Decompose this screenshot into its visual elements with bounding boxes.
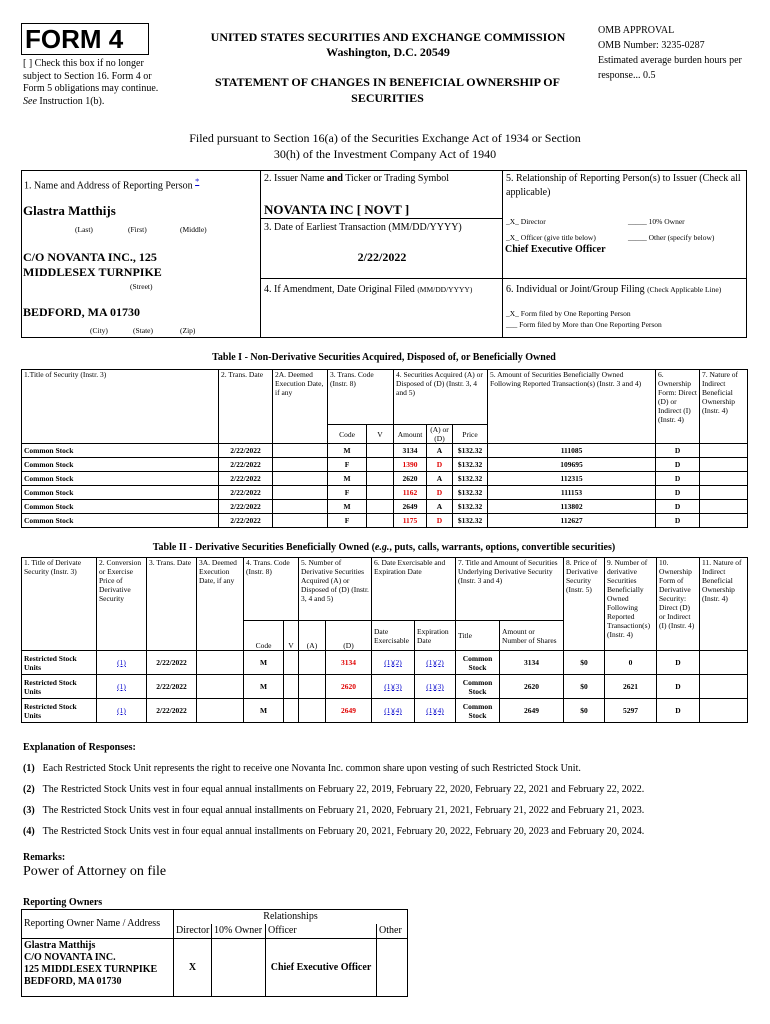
- a-cell: [299, 651, 326, 675]
- check-box-note[interactable]: [ ] Check this box if no longer subject to Section 16. Form 4 or Form 5 obligations may continue. See Instruction 1(b).: [23, 58, 159, 107]
- amount: 3134: [394, 444, 427, 458]
- deemed-date: [273, 444, 328, 458]
- ownership-form: D: [656, 486, 700, 500]
- nature-indirect: [700, 699, 748, 723]
- nature-indirect: [700, 444, 748, 458]
- divider-4: [261, 278, 747, 279]
- table1-row: [22, 472, 748, 486]
- acq-disp: D: [427, 486, 453, 500]
- officer-title-cell: Chief Executive Officer: [266, 939, 377, 997]
- deemed-date: [197, 675, 244, 699]
- exp-date-link[interactable]: (1)(4): [415, 699, 456, 723]
- state-label: (State): [133, 326, 153, 335]
- middle-label: (Middle): [180, 225, 207, 234]
- table2: [21, 557, 748, 723]
- box1-label: 1. Name and Address of Reporting Person *: [24, 177, 200, 192]
- date-exer-link[interactable]: (1)(4): [372, 699, 415, 723]
- box4-label: 4. If Amendment, Date Original Filed (MM/DD/YYYY): [264, 284, 473, 295]
- reporting-person-name: Glastra Matthijs: [23, 203, 116, 218]
- divider-3: [261, 218, 503, 219]
- ownership-form: D: [656, 500, 700, 514]
- nature-indirect: [700, 472, 748, 486]
- trans-code: M: [244, 675, 284, 699]
- more-persons-check[interactable]: ___ Form filed by More than One Reporting Person: [506, 320, 662, 329]
- footnote-number: (4): [23, 826, 35, 837]
- d-amount: 2620: [326, 675, 372, 699]
- t1-h4: 4. Securities Acquired (A) or Disposed of (D) (Instr. 3, 4 and 5): [394, 370, 488, 425]
- trans-code: M: [244, 699, 284, 723]
- explanation-notes: [23, 762, 747, 846]
- t1-h5: 5. Amount of Securities Beneficially Owned Following Reported Transaction(s) (Instr. 3 and 4): [488, 370, 656, 444]
- deriv-security: Restricted Stock Units: [22, 651, 97, 675]
- t2-h3a: 3A. Deemed Execution Date, if any: [197, 558, 244, 651]
- t1-v-h: V: [367, 425, 394, 444]
- nature-indirect: [700, 500, 748, 514]
- t1-code-h: Code: [328, 425, 367, 444]
- table2-row: [22, 699, 748, 723]
- d-amount: 3134: [326, 651, 372, 675]
- one-person-check[interactable]: _X_ Form filed by One Reporting Person: [506, 309, 631, 318]
- trans-code: M: [328, 472, 367, 486]
- trans-code: F: [328, 486, 367, 500]
- table2-row: [22, 675, 748, 699]
- underlying-shares: 3134: [500, 651, 564, 675]
- conv-price-link[interactable]: (1): [97, 675, 147, 699]
- t2-code-h: Code: [244, 621, 284, 651]
- table1-row: [22, 500, 748, 514]
- trans-code: F: [328, 458, 367, 472]
- deriv-price: $0: [564, 675, 605, 699]
- trans-date: 2/22/2022: [147, 699, 197, 723]
- officer-h: Officer: [266, 924, 377, 939]
- acq-disp: D: [427, 458, 453, 472]
- t2-d-h: (D): [326, 621, 372, 651]
- v-cell: [284, 675, 299, 699]
- street-label: (Street): [130, 282, 153, 291]
- sec-location: Washington, D.C. 20549: [326, 45, 450, 59]
- trans-code: M: [328, 500, 367, 514]
- ownership-form: D: [656, 458, 700, 472]
- director-mark: X: [174, 939, 212, 997]
- underlying-shares: 2620: [500, 675, 564, 699]
- issuer-name: NOVANTA INC [ NOVT ]: [264, 202, 410, 217]
- ten-owner-h: 10% Owner: [212, 924, 266, 939]
- trans-date: 2/22/2022: [219, 486, 273, 500]
- footnote: [23, 762, 747, 783]
- nature-indirect: [700, 514, 748, 528]
- trans-date: 2/22/2022: [219, 514, 273, 528]
- omb-burden: Estimated average burden hours per response... 0.5: [598, 55, 742, 81]
- table2-title: Table II - Derivative Securities Beneficially Owned (e.g., puts, calls, warrants, options, convertible securities): [152, 542, 616, 553]
- first-label: (First): [128, 225, 147, 234]
- v-cell: [367, 514, 394, 528]
- remarks-text: Power of Attorney on file: [23, 864, 167, 879]
- t2-h9: 9. Number of derivative Securities Beneficially Owned Following Reported Transaction(s) (Instr. 4): [605, 558, 657, 651]
- t2-h1: 1. Title of Derivate Security (Instr. 3): [22, 558, 97, 651]
- owners-title: Reporting Owners: [23, 897, 103, 908]
- officer-title: Chief Executive Officer: [505, 244, 606, 255]
- a-cell: [299, 675, 326, 699]
- owner-name-cell: Glastra Matthijs C/O NOVANTA INC. 125 MIDDLESEX TURNPIKE BEDFORD, MA 01730: [22, 939, 174, 997]
- deriv-security: Restricted Stock Units: [22, 699, 97, 723]
- t2-h7: 7. Title and Amount of Securities Underlying Derivative Security (Instr. 3 and 4): [456, 558, 564, 621]
- t2-h10: 10. Ownership Form of Derivative Security: Direct (D) or Indirect (I) (Instr. 4): [657, 558, 700, 651]
- v-cell: [367, 500, 394, 514]
- deriv-price: $0: [564, 699, 605, 723]
- t1-h2: 2. Trans. Date: [219, 370, 273, 444]
- trans-code: F: [328, 514, 367, 528]
- acq-disp: D: [427, 514, 453, 528]
- table2-row: [22, 651, 748, 675]
- ten-pct-check[interactable]: _____ 10% Owner: [628, 217, 685, 226]
- deriv-price: $0: [564, 651, 605, 675]
- footnote-text: Each Restricted Stock Unit represents the right to receive one Novanta Inc. common share upon vesting of such Restricted Stock Unit.: [42, 763, 581, 774]
- exp-date-link[interactable]: (1)(2): [415, 651, 456, 675]
- city-label: (City): [90, 326, 108, 335]
- t2-v-h: V: [284, 621, 299, 651]
- exp-date-link[interactable]: (1)(3): [415, 675, 456, 699]
- v-cell: [284, 651, 299, 675]
- footnote: [23, 783, 747, 804]
- nature-indirect: [700, 651, 748, 675]
- ownership-form: D: [656, 472, 700, 486]
- footnote-text: The Restricted Stock Units vest in four equal annual installments on February 22, 2019, February 22, 2020, February 22, 2021 and February 22, 2022.: [42, 784, 645, 795]
- owned-following: 112627: [488, 514, 656, 528]
- a-cell: [299, 699, 326, 723]
- price: $132.32: [453, 500, 488, 514]
- price: $132.32: [453, 472, 488, 486]
- amount: 1175: [394, 514, 427, 528]
- t1-h3: 3. Trans. Code (Instr. 8): [328, 370, 394, 425]
- t2-h5: 5. Number of Derivative Securities Acquired (A) or Disposed of (D) (Instr. 3, 4 and 5): [299, 558, 372, 621]
- form-title: FORM 4: [25, 24, 124, 54]
- t2-exp-h: Expiration Date: [415, 621, 456, 651]
- owned-following: 109695: [488, 458, 656, 472]
- trans-code: M: [328, 444, 367, 458]
- deriv-owned: 2621: [605, 675, 657, 699]
- table1-row: [22, 486, 748, 500]
- t2-h2: 2. Conversion or Exercise Price of Derivative Security: [97, 558, 147, 651]
- table1-row: [22, 458, 748, 472]
- underlying-shares: 2649: [500, 699, 564, 723]
- nature-indirect: [700, 458, 748, 472]
- deemed-date: [273, 472, 328, 486]
- security-title: Common Stock: [22, 472, 219, 486]
- box2-label: 2. Issuer Name and Ticker or Trading Symbol: [264, 173, 450, 184]
- remarks-title: Remarks:: [23, 852, 66, 863]
- conv-price-link[interactable]: (1): [97, 699, 147, 723]
- omb-approval: OMB APPROVAL: [598, 25, 675, 36]
- ten-owner-cell: [212, 939, 266, 997]
- t2-h3: 3. Trans. Date: [147, 558, 197, 651]
- trans-date: 2/22/2022: [219, 472, 273, 486]
- box6-label: 6. Individual or Joint/Group Filing (Check Applicable Line): [506, 284, 722, 295]
- other-cell: [377, 939, 408, 997]
- t1-h1: 1.Title of Security (Instr. 3): [22, 370, 219, 444]
- footnote-text: The Restricted Stock Units vest in four equal annual installments on February 21, 2020, February 21, 2021, February 21, 2022 and February 21, 2023.: [42, 805, 645, 816]
- box3-label: 3. Date of Earliest Transaction (MM/DD/YYYY): [264, 222, 462, 233]
- v-cell: [367, 472, 394, 486]
- t1-h6: 6. Ownership Form: Direct (D) or Indirect (I) (Instr. 4): [656, 370, 700, 444]
- trans-code: M: [244, 651, 284, 675]
- owner-name-h: Reporting Owner Name / Address: [22, 910, 174, 939]
- filed-pursuant: Filed pursuant to Section 16(a) of the Securities Exchange Act of 1934 or Section 30(h) of the Investment Company Act of 1940: [189, 131, 581, 161]
- t1-h2a: 2A. Deemed Execution Date, if any: [273, 370, 328, 444]
- other-check[interactable]: _____ Other (specify below): [628, 233, 715, 242]
- statement-title: STATEMENT OF CHANGES IN BENEFICIAL OWNERSHIP OF SECURITIES: [215, 75, 560, 105]
- owned-following: 112315: [488, 472, 656, 486]
- t1-amount-h: Amount: [394, 425, 427, 444]
- deriv-form: D: [657, 675, 700, 699]
- v-cell: [367, 486, 394, 500]
- t2-exer-h: Date Exercisable: [372, 621, 415, 651]
- form-title-box: [21, 23, 149, 55]
- footnote: [23, 804, 747, 825]
- officer-check[interactable]: _X_ Officer (give title below): [506, 233, 596, 242]
- t2-h11: 11. Nature of Indirect Beneficial Ownership (Instr. 4): [700, 558, 748, 651]
- zip-label: (Zip): [180, 326, 196, 335]
- trans-date: 2/22/2022: [147, 675, 197, 699]
- amount: 2649: [394, 500, 427, 514]
- deemed-date: [197, 651, 244, 675]
- v-cell: [284, 699, 299, 723]
- sec-title: UNITED STATES SECURITIES AND EXCHANGE COMMISSION: [210, 30, 566, 44]
- owned-following: 113802: [488, 500, 656, 514]
- deemed-date: [197, 699, 244, 723]
- t2-title-h: Title: [456, 621, 500, 651]
- footnote: [23, 825, 747, 846]
- footnote-number: (1): [23, 763, 35, 774]
- amount: 1162: [394, 486, 427, 500]
- price: $132.32: [453, 444, 488, 458]
- underlying-title: Common Stock: [456, 651, 500, 675]
- t2-h6: 6. Date Exercisable and Expiration Date: [372, 558, 456, 621]
- box5-label: 5. Relationship of Reporting Person(s) to Issuer (Check all applicable): [506, 173, 741, 198]
- t2-a-h: (A): [299, 621, 326, 651]
- trans-date: 2/22/2022: [219, 458, 273, 472]
- explanation-title: Explanation of Responses:: [23, 742, 136, 753]
- footnote-text: The Restricted Stock Units vest in four equal annual installments on February 20, 2021, February 20, 2022, February 20, 2023 and February 20, 2024.: [42, 826, 645, 837]
- acq-disp: A: [427, 444, 453, 458]
- conv-price-link[interactable]: (1): [97, 651, 147, 675]
- underlying-title: Common Stock: [456, 675, 500, 699]
- deriv-owned: 0: [605, 651, 657, 675]
- d-amount: 2649: [326, 699, 372, 723]
- v-cell: [367, 444, 394, 458]
- table1-title: Table I - Non-Derivative Securities Acquired, Disposed of, or Beneficially Owned: [212, 352, 556, 363]
- t1-price-h: Price: [453, 425, 488, 444]
- table1: [21, 369, 748, 528]
- deemed-date: [273, 500, 328, 514]
- amount: 2620: [394, 472, 427, 486]
- asterisk-link[interactable]: *: [195, 177, 200, 186]
- v-cell: [367, 458, 394, 472]
- footnote-number: (3): [23, 805, 35, 816]
- security-title: Common Stock: [22, 486, 219, 500]
- date-exer-link[interactable]: (1)(3): [372, 675, 415, 699]
- amount: 1390: [394, 458, 427, 472]
- deemed-date: [273, 458, 328, 472]
- last-label: (Last): [75, 225, 93, 234]
- deriv-form: D: [657, 699, 700, 723]
- director-h: Director: [174, 924, 212, 939]
- t2-h8: 8. Price of Derivative Security (Instr. 5): [564, 558, 605, 651]
- security-title: Common Stock: [22, 500, 219, 514]
- ownership-form: D: [656, 444, 700, 458]
- price: $132.32: [453, 514, 488, 528]
- acq-disp: A: [427, 472, 453, 486]
- divider-1: [260, 170, 261, 338]
- t2-h4: 4. Trans. Code (Instr. 8): [244, 558, 299, 621]
- earliest-transaction-date: 2/22/2022: [357, 250, 407, 264]
- security-title: Common Stock: [22, 514, 219, 528]
- ownership-form: D: [656, 514, 700, 528]
- owned-following: 111153: [488, 486, 656, 500]
- trans-date: 2/22/2022: [147, 651, 197, 675]
- table1-row: [22, 514, 748, 528]
- other-h: Other: [377, 924, 408, 939]
- price: $132.32: [453, 486, 488, 500]
- omb-number: OMB Number: 3235-0287: [598, 40, 705, 51]
- security-title: Common Stock: [22, 444, 219, 458]
- security-title: Common Stock: [22, 458, 219, 472]
- nature-indirect: [700, 675, 748, 699]
- owners-table: [21, 909, 408, 997]
- deriv-form: D: [657, 651, 700, 675]
- director-check[interactable]: _X_ Director: [506, 217, 546, 226]
- underlying-title: Common Stock: [456, 699, 500, 723]
- t1-h7: 7. Nature of Indirect Beneficial Ownership (Instr. 4): [700, 370, 748, 444]
- deemed-date: [273, 514, 328, 528]
- divider-2: [502, 170, 503, 338]
- table1-row: [22, 444, 748, 458]
- omb-box: [598, 23, 748, 83]
- t2-shares-h: Amount or Number of Shares: [500, 621, 564, 651]
- acq-disp: A: [427, 500, 453, 514]
- reporting-person-address: C/O NOVANTA INC., 125 MIDDLESEX TURNPIKE: [23, 250, 162, 279]
- owned-following: 111085: [488, 444, 656, 458]
- trans-date: 2/22/2022: [219, 500, 273, 514]
- deemed-date: [273, 486, 328, 500]
- relationships-h: Relationships: [174, 910, 408, 925]
- deriv-security: Restricted Stock Units: [22, 675, 97, 699]
- date-exer-link[interactable]: (1)(2): [372, 651, 415, 675]
- nature-indirect: [700, 486, 748, 500]
- city-state-zip: BEDFORD, MA 01730: [23, 305, 140, 319]
- deriv-owned: 5297: [605, 699, 657, 723]
- trans-date: 2/22/2022: [219, 444, 273, 458]
- footnote-number: (2): [23, 784, 35, 795]
- t1-ad-h: (A) or (D): [427, 425, 453, 444]
- price: $132.32: [453, 458, 488, 472]
